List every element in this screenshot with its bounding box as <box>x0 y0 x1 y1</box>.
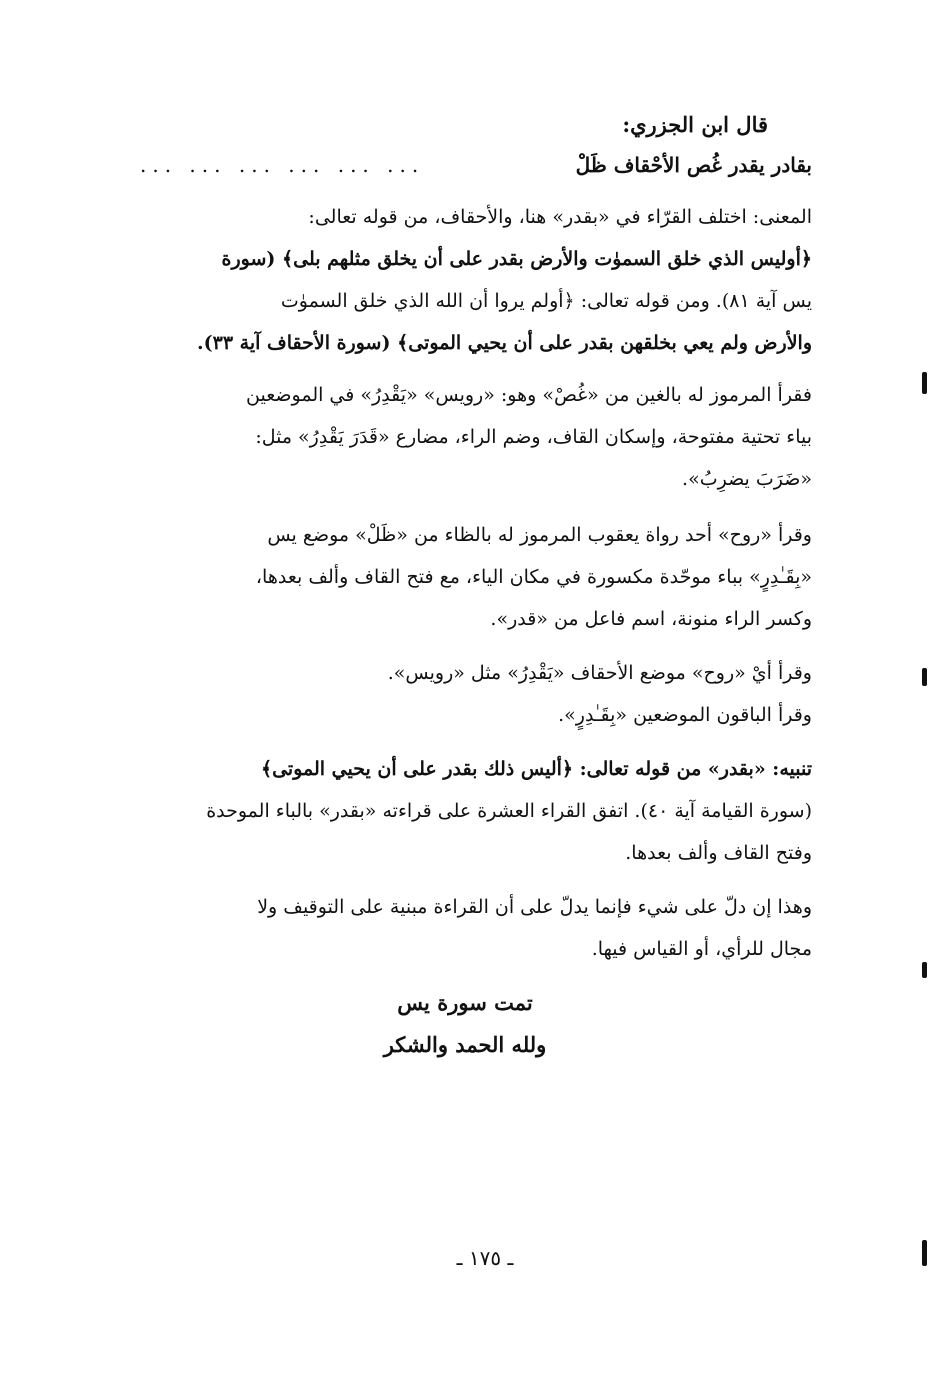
section-heading: قال ابن الجزري: <box>622 112 768 137</box>
paragraph-line: ﴿أوليس الذي خلق السموٰت والأرض بقدر على أن يخلق مثلهم بلى﴾ (سورة <box>221 248 812 270</box>
paragraph-line: وكسر الراء منونة، اسم فاعل من «قدر». <box>490 608 812 630</box>
paragraph-line: يس آية ٨١). ومن قوله تعالى: ﴿أولم يروا أن الله الذي خلق السموٰت <box>280 290 812 312</box>
paragraph-line: وهذا إن دلّ على شيء فإنما يدلّ على أن القراءة مبنية على التوقيف ولا <box>257 896 812 918</box>
margin-mark <box>922 1240 927 1266</box>
closing-line: ولله الحمد والشكر <box>383 1032 547 1057</box>
paragraph-line: المعنى: اختلف القرّاء في «بقدر» هنا، والأحقاف، من قوله تعالى: <box>308 206 812 228</box>
verse-line <box>140 153 812 177</box>
paragraph-line: وقرأ الباقون الموضعين «بِقَـٰدِرٍ». <box>558 704 812 726</box>
paragraph-others <box>128 652 812 736</box>
paragraph-line: فقرأ المرموز له بالغين من «غُصْ» وهو: «رويس» «يَقْدِرُ» في الموضعين <box>246 384 812 406</box>
margin-mark <box>922 372 927 394</box>
margin-mark <box>922 668 927 686</box>
paragraph-line: وفتح القاف وألف بعدها. <box>625 842 812 864</box>
paragraph-line: والأرض ولم يعي بخلقهن بقدر على أن يحيي الموتى﴾ (سورة الأحقاف آية ٣٣). <box>197 332 812 354</box>
paragraph-meaning <box>128 196 812 364</box>
paragraph-line: «بِقَـٰدِرٍ» بباء موحّدة مكسورة في مكان الياء، مع فتح القاف وألف بعدها، <box>255 566 812 588</box>
closing-formula <box>0 982 930 1066</box>
paragraph-line: تنبيه: «بقدر» من قوله تعالى: ﴿أليس ذلك بقدر على أن يحيي الموتى﴾ <box>260 758 812 780</box>
paragraph-line: بياء تحتية مفتوحة، وإسكان القاف، وضم الراء، مضارع «قَدَرَ يَقْدِرُ» مثل: <box>255 426 812 448</box>
margin-mark <box>922 962 927 978</box>
paragraph-line: وقرأ أيْ «روح» موضع الأحقاف «يَقْدِرُ» مثل «رويس». <box>387 662 812 684</box>
paragraph-line: «ضَرَبَ يضرِبُ». <box>682 468 812 490</box>
paragraph-note <box>128 748 812 874</box>
paragraph-line: مجال للرأي، أو القياس فيها. <box>591 938 812 960</box>
verse-ellipsis: ... ... ... ... ... ... <box>140 153 425 177</box>
paragraph-ruways <box>128 374 812 500</box>
page-number: ـ ١٧٥ ـ <box>456 1246 514 1270</box>
verse-text: بقادر يقدر غُص الأحْقاف ظَلْ <box>575 153 812 177</box>
paragraph-rawh <box>128 514 812 640</box>
paragraph-line: وقرأ «روح» أحد رواة يعقوب المرموز له بالظاء من «ظَلْ» موضع يس <box>267 524 812 546</box>
paragraph-line: (سورة القيامة آية ٤٠). اتفق القراء العشرة على قراءته «بقدر» بالباء الموحدة <box>206 800 812 822</box>
paragraph-conclusion <box>128 886 812 970</box>
closing-line: تمت سورة يس <box>397 990 533 1015</box>
